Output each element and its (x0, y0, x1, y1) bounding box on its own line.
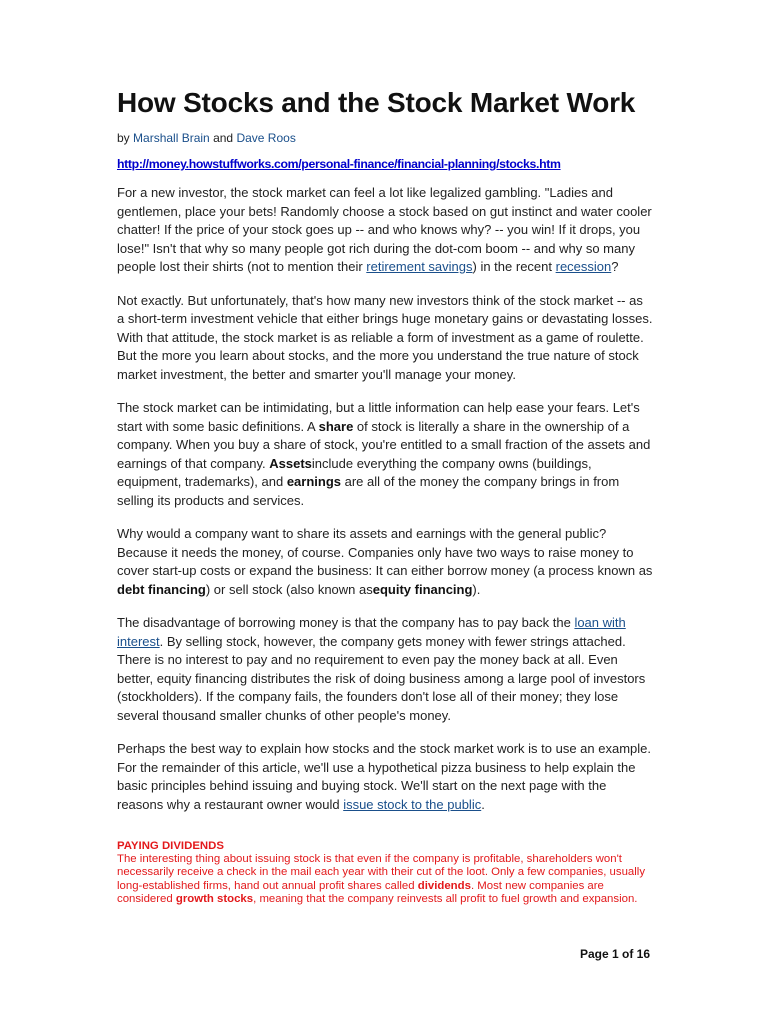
paragraph-text: Perhaps the best way to explain how stocks and the stock market work is to use an example. For the remainder of this article, we'll use a hypothetical pizza business to help explain the basic principles behind issuing and buying stock. We'll start on the next page with the reasons why a restaurant owner would (117, 741, 651, 812)
term-assets: Assets (269, 455, 312, 471)
issue-stock-link[interactable]: issue stock to the public (343, 796, 482, 812)
paragraph-text: The interesting thing about issuing stock is that even if the company is profitable, shareholders won't necessarily receive a check in the mail each year with their cut of the loot. Only a few companies, usually long-established firms, hand out annual profit shares called (117, 853, 646, 892)
paying-dividends-text (117, 853, 653, 906)
paragraph-definitions (117, 399, 653, 510)
term-growth-stocks: growth stocks (175, 892, 254, 905)
paragraph-text: ). (472, 581, 481, 597)
paragraph-example (117, 740, 653, 814)
article-title: How Stocks and the Stock Market Work (117, 87, 636, 118)
paragraph-disadvantage (117, 614, 653, 725)
term-earnings: earnings (286, 474, 341, 489)
paragraph-text: . By selling stock, however, the company gets money with fewer strings attached. There is no interest to pay and no requirement to even pay the money back at all. Even better, equity financing distributes the risk of doing business among a large pool of investors (stockholders). If the company fails, the founders don't lose all of their money; they lose several thousand smaller chunks of other people's money. (117, 633, 646, 723)
paying-dividends-section (117, 840, 653, 906)
paragraph-text: . Most new companies are considered (117, 879, 604, 905)
retirement-savings-link[interactable]: retirement savings (366, 259, 473, 274)
paragraph-text: Why would a company want to share its assets and earnings with the general public? Because it needs the money, of course. Companies only have two ways to raise money to cover start-up costs or expand the business: It can either borrow money (a process known as (117, 526, 653, 578)
byline-prefix: by (117, 131, 130, 145)
term-debt-financing: debt financing (117, 581, 206, 597)
paragraph-text: ) or sell stock (also known as (205, 581, 373, 597)
paragraph-text: The disadvantage of borrowing money is that the company has to pay back the (117, 615, 575, 630)
paragraph-financing (117, 525, 653, 599)
paragraph-text: For a new investor, the stock market can feel a lot like legalized gambling. "Ladies and gentlemen, place your bets! Randomly choose a stock based on gut instinct and water cooler chatter! If the price of your stock goes up -- and who knows why? -- you win! If it drops, you lose!" Isn't that why so many people got rich during the dot-com boom -- and why so many people lost their shirts (not to mention their (117, 185, 652, 274)
loan-with-interest-link[interactable]: loan with interest (117, 615, 626, 649)
byline-and: and (213, 131, 234, 145)
paragraph-not-exactly: Not exactly. But unfortunately, that's how many new investors think of the stock market -- as a short-term investment vehicle that either brings huge monetary gains or devastating losses. With that attitude, the stock market is as reliable a form of investment as a game of roulette. But the more you learn about stocks, and the more you understand the true nature of stock market investment, the better and smarter you'll manage your money. (117, 292, 653, 382)
author-link-dave-roos[interactable]: Dave Roos (236, 131, 296, 145)
article-body (117, 86, 653, 906)
paragraph-text: include everything the company owns (buildings, equipment, trademarks), and (117, 455, 592, 489)
source-url-link[interactable]: http://money.howstuffworks.com/personal-finance/financial-planning/stocks.htm (117, 157, 561, 171)
paragraph-text: ? (611, 259, 619, 274)
paragraph-text: of stock is literally a share in the ownership of a company. When you buy a share of stock, you're entitled to a small fraction of the assets and earnings of that company. (117, 418, 651, 471)
author-link-marshall-brain[interactable]: Marshall Brain (133, 131, 210, 145)
paragraph-intro (117, 184, 653, 277)
term-equity-financing: equity financing (372, 581, 473, 597)
page-number: Page 1 of 16 (580, 947, 651, 961)
byline (117, 130, 653, 146)
paying-dividends-heading: PAYING DIVIDENDS (117, 840, 224, 852)
term-share: share (318, 418, 354, 434)
paragraph-text: . (481, 796, 485, 812)
recession-link[interactable]: recession (555, 259, 612, 274)
paragraph-text: are all of the money the company brings in from selling its products and services. (117, 474, 620, 508)
paragraph-text: ) in the recent (472, 259, 556, 274)
term-dividends: dividends (417, 879, 471, 892)
paragraph-text: , meaning that the company reinvests all profit to fuel growth and expansion. (253, 892, 638, 905)
paragraph-text: The stock market can be intimidating, but a little information can help ease your fears. Let's start with some basic definitions. A (117, 400, 640, 434)
